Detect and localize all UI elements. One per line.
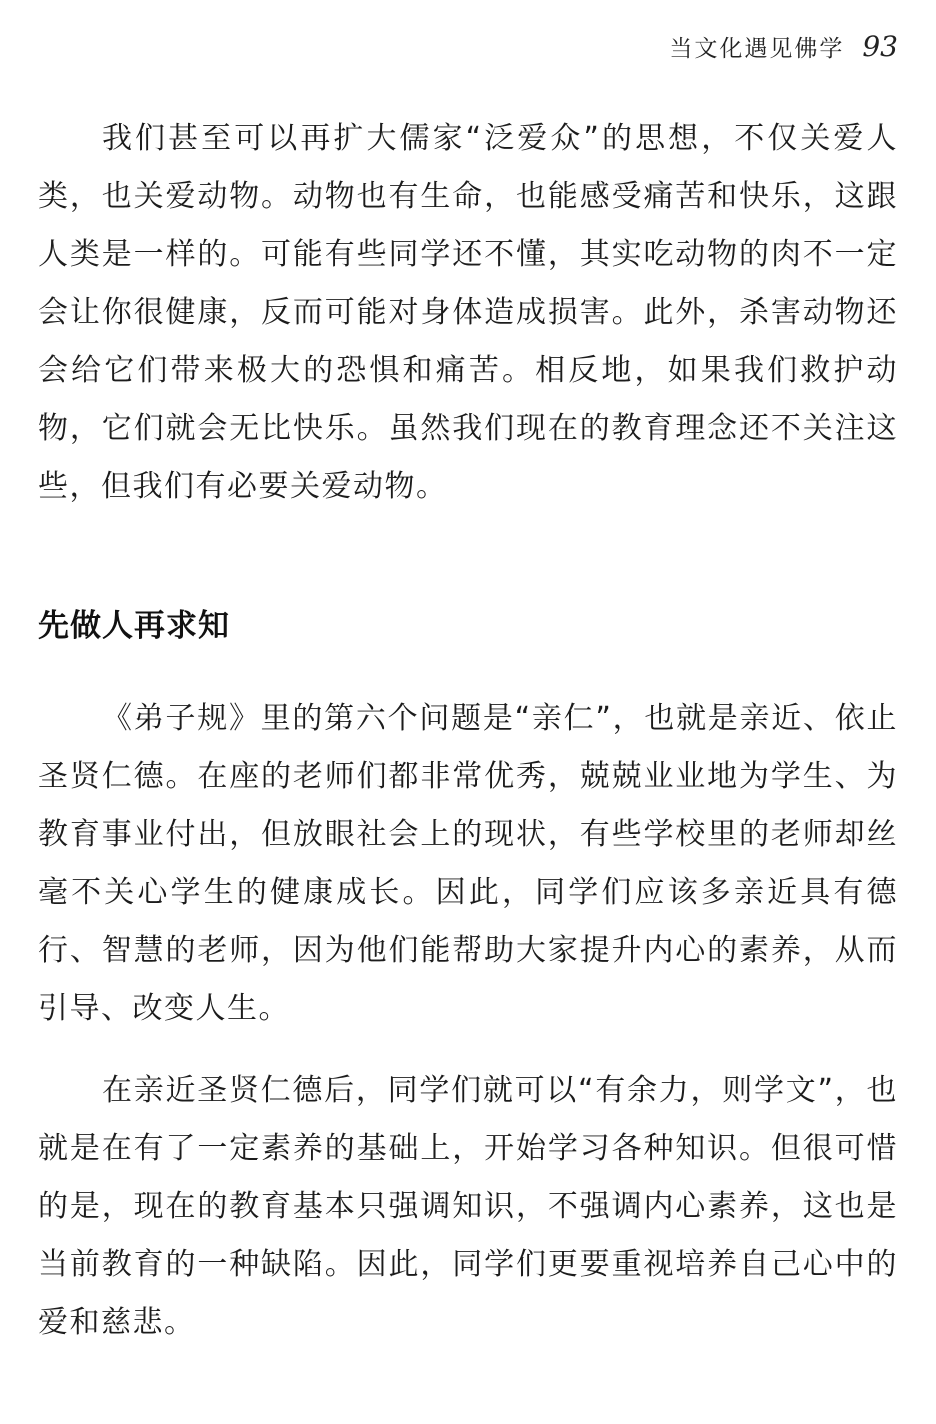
running-title: 当文化遇见佛学 [669, 36, 845, 62]
body-paragraph-1: 我们甚至可以再扩大儒家“泛爱众”的思想，不仅关爱人类，也关爱动物。动物也有生命，也能感受痛苦和快乐，这跟人类是一样的。可能有些同学还不懂，其实吃动物的肉不一定会让你很健康，反而可能对身体造成损害。此外，杀害动物还会给它们带来极大的恐惧和痛苦。相反地，如果我们救护动物，它们就会无比快乐。虽然我们现在的教育理念还不关注这些，但我们有必要关爱动物。 [38, 121, 898, 504]
section-heading: 先做人再求知 [38, 608, 230, 644]
body-paragraph-3: 在亲近圣贤仁德后，同学们就可以“有余力，则学文”，也就是在有了一定素养的基础上，开始学习各种知识。但很可惜的是，现在的教育基本只强调知识，不强调内心素养，这也是当前教育的一种缺陷。因此，同学们更要重视培养自己心中的爱和慈悲。 [38, 1073, 898, 1340]
body-paragraph-2: 《弟子规》里的第六个问题是“亲仁”，也就是亲近、依止圣贤仁德。在座的老师们都非常优秀，兢兢业业地为学生、为教育事业付出，但放眼社会上的现状，有些学校里的老师却丝毫不关心学生的健康成长。因此，同学们应该多亲近具有德行、智慧的老师，因为他们能帮助大家提升内心的素养，从而引导、改变人生。 [38, 701, 898, 1026]
page-number: 93 [862, 30, 898, 63]
running-header [669, 30, 898, 63]
